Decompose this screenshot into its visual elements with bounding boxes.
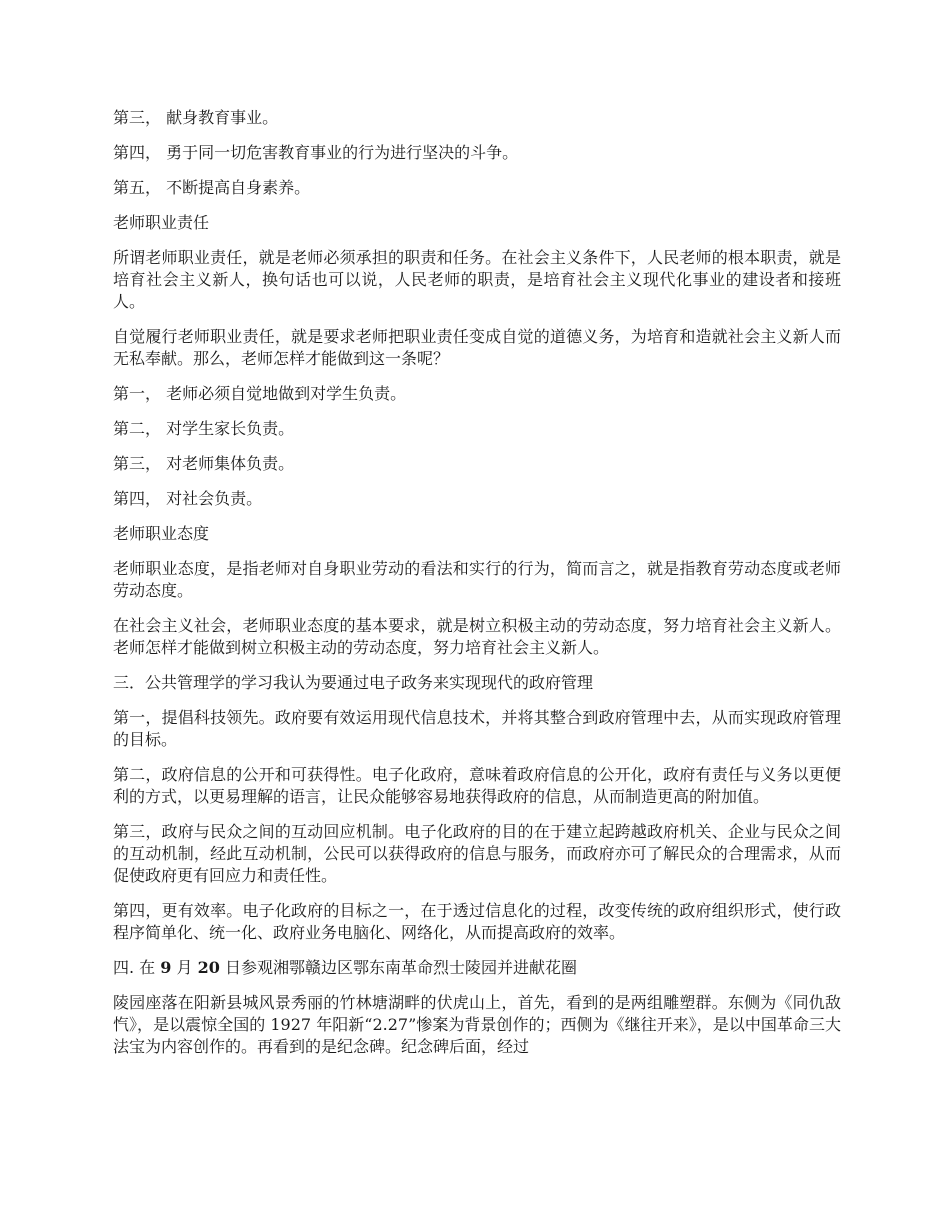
heading-prefix: 四. 在	[113, 958, 161, 977]
paragraph: 第五， 不断提高自身素养。	[113, 178, 311, 197]
paragraph: 第四，更有效率。电子化政府的目标之一，在于透过信息化的过程，改变传统的政府组织形式，使行政程序简单化、统一化、政府业务电脑化、网络化，从而提高政府的效率。	[113, 901, 841, 942]
section-heading: 三．公共管理学的学习我认为要通过电子政务来实现现代的政府管理	[113, 673, 594, 692]
heading-suffix: 日参观湘鄂赣边区鄂东南革命烈士陵园并进献花圈	[219, 958, 577, 977]
paragraph: 第三， 献身教育事业。	[113, 108, 279, 127]
paragraph: 第四， 对社会负责。	[113, 489, 263, 508]
paragraph: 第一，提倡科技领先。政府要有效运用现代信息技术，并将其整合到政府管理中去，从而实现政府管理的目标。	[113, 708, 841, 749]
paragraph: 在社会主义社会，老师职业态度的基本要求，就是树立积极主动的劳动态度，努力培育社会主义新人。老师怎样才能做到树立积极主动的劳动态度，努力培育社会主义新人。	[113, 616, 841, 657]
paragraph: 第一， 老师必须自觉地做到对学生负责。	[113, 384, 407, 403]
paragraph: 所谓老师职业责任，就是老师必须承担的职责和任务。在社会主义条件下，人民老师的根本职责，就是培育社会主义新人，换句话也可以说，人民老师的职责，是培育社会主义现代化事业的建设者和接班人。	[113, 248, 841, 311]
paragraph: 第二， 对学生家长负责。	[113, 419, 295, 438]
paragraph: 自觉履行老师职业责任，就是要求老师把职业责任变成自觉的道德义务，为培育和造就社会主义新人而无私奉献。那么，老师怎样才能做到这一条呢？	[113, 327, 841, 368]
heading-mid: 月	[171, 958, 198, 977]
paragraph: 第四， 勇于同一切危害教育事业的行为进行坚决的斗争。	[113, 143, 519, 162]
paragraph: 第二，政府信息的公开和可获得性。电子化政府，意味着政府信息的公开化，政府有责任与义务以更便利的方式，以更易理解的语言，让民众能够容易地获得政府的信息，从而制造更高的附加值。	[113, 765, 841, 806]
section-heading	[113, 957, 841, 979]
document-page	[113, 107, 841, 1071]
paragraph: 第三， 对老师集体负责。	[113, 454, 295, 473]
paragraph: 陵园座落在阳新县城风景秀丽的竹林塘湖畔的伏虎山上，首先，看到的是两组雕塑群。东侧为《同仇敌忾》，是以震惊全国的 1927 年阳新“2.27”惨案为背景创作的；西侧为《继往开来》，是以中国革命三大法宝为内容创作的。再看到的是纪念碑。纪念碑后面，经过	[113, 993, 841, 1056]
section-heading: 老师职业态度	[113, 524, 210, 543]
heading-day: 20	[197, 958, 220, 977]
section-heading: 老师职业责任	[113, 213, 210, 232]
paragraph: 第三，政府与民众之间的互动回应机制。电子化政府的目的在于建立起跨越政府机关、企业与民众之间的互动机制，经此互动机制，公民可以获得政府的信息与服务，而政府亦可了解民众的合理需求，从而促使政府更有回应力和责任性。	[113, 822, 841, 885]
heading-month: 9	[160, 958, 172, 977]
paragraph: 老师职业态度，是指老师对自身职业劳动的看法和实行的行为，简而言之，就是指教育劳动态度或老师劳动态度。	[113, 559, 841, 600]
